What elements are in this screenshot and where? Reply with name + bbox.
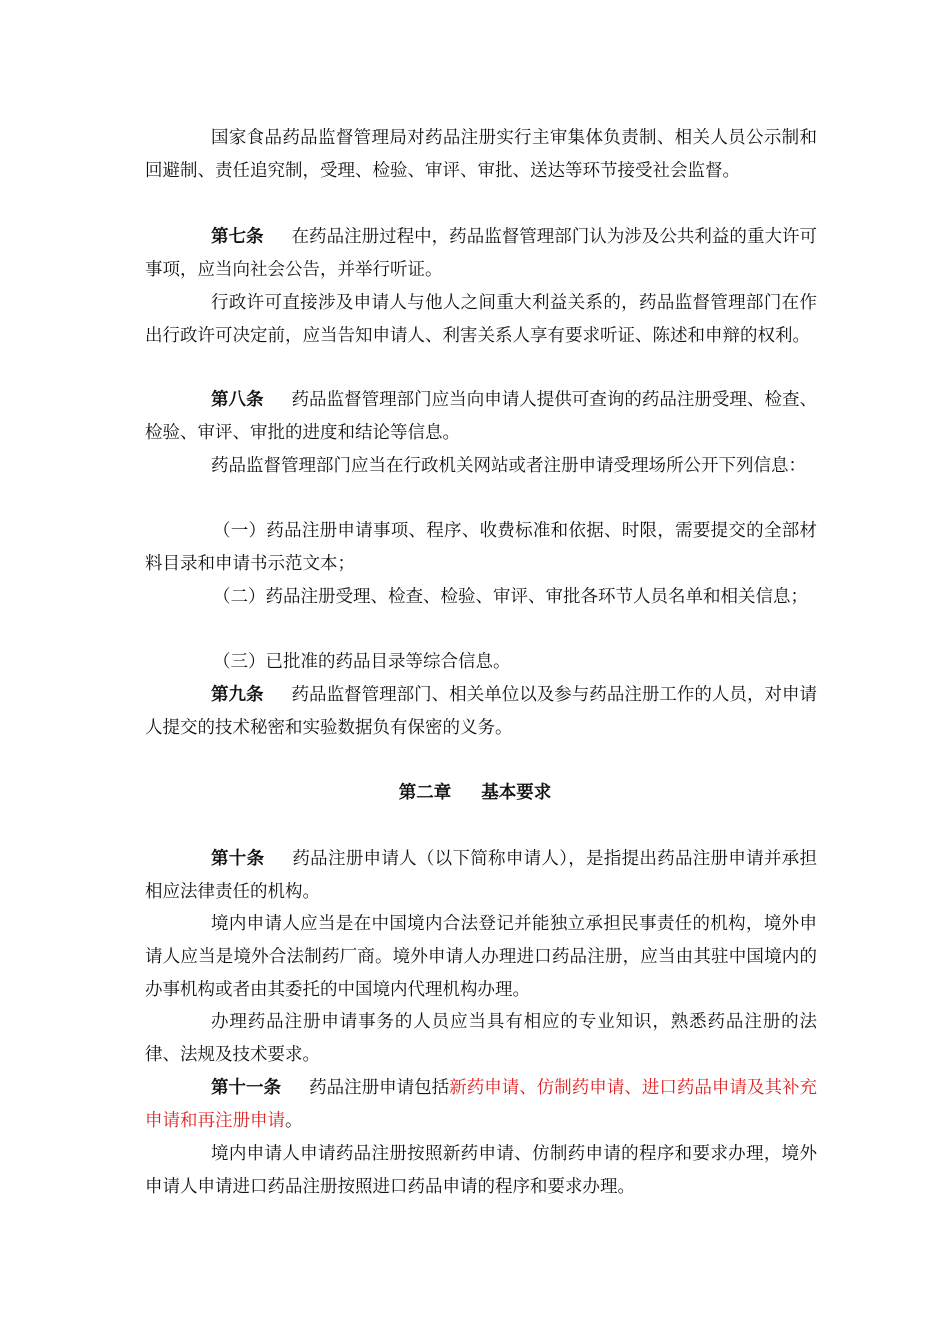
article-9: 第九条 药品监督管理部门、相关单位以及参与药品注册工作的人员，对申请人提交的技术秘密和实验数据负有保密的义务。 [145,685,817,738]
article-label: 第九条 [211,685,264,705]
list-item-2: （二）药品注册受理、检查、检验、审评、审批各环节人员名单和相关信息； [213,587,808,607]
chapter-number: 第二章 [398,783,452,803]
paragraph-staff-requirements: 办理药品注册申请事务的人员应当具有相应的专业知识，熟悉药品注册的法律、法规及技术要求。 [145,1012,817,1065]
list-item-1: （一）药品注册申请事项、程序、收费标准和依据、时限，需要提交的全部材料目录和申请书示范文本； [145,521,817,574]
paragraph-hearing-rights: 行政许可直接涉及申请人与他人之间重大利益关系的，药品监督管理部门在作出行政许可决定前，应当告知申请人、利害关系人享有要求听证、陈述和申辩的权利。 [145,293,817,346]
article-label: 第七条 [211,227,264,247]
paragraph-public-info: 药品监督管理部门应当在行政机关网站或者注册申请受理场所公开下列信息： [211,456,806,476]
article-11: 第十一条 药品注册申请包括新药申请、仿制药申请、进口药品申请及其补充申请和再注册申请。 [145,1078,817,1131]
paragraph-application-procedure: 境内申请人申请药品注册按照新药申请、仿制药申请的程序和要求办理，境外申请人申请进口药品注册按照进口药品申请的程序和要求办理。 [145,1144,817,1197]
article-10: 第十条 药品注册申请人（以下简称申请人），是指提出药品注册申请并承担相应法律责任的机构。 [145,849,818,902]
article-label: 第十一条 [211,1078,282,1098]
article-label: 第十条 [211,849,265,869]
highlighted-text: 新药申请、仿制药申请、进口药品申请及其补充申请和再注册申请 [145,1078,817,1131]
article-label: 第八条 [211,390,264,410]
chapter-heading [0,778,950,808]
article-8: 第八条 药品监督管理部门应当向申请人提供可查询的药品注册受理、检查、检验、审评、审批的进度和结论等信息。 [145,390,817,443]
paragraph-supervision: 国家食品药品监督管理局对药品注册实行主审集体负责制、相关人员公示制和回避制、责任追究制，受理、检验、审评、审批、送达等环节接受社会监督。 [145,128,817,181]
list-item-3: （三）已批准的药品目录等综合信息。 [213,652,511,672]
article-7: 第七条 在药品注册过程中，药品监督管理部门认为涉及公共利益的重大许可事项，应当向社会公告，并举行听证。 [145,227,817,280]
paragraph-applicant-types: 境内申请人应当是在中国境内合法登记并能独立承担民事责任的机构，境外申请人应当是境外合法制药厂商。境外申请人办理进口药品注册，应当由其驻中国境内的办事机构或者由其委托的中国境内代理机构办理。 [145,914,817,1000]
chapter-title: 基本要求 [481,783,552,803]
